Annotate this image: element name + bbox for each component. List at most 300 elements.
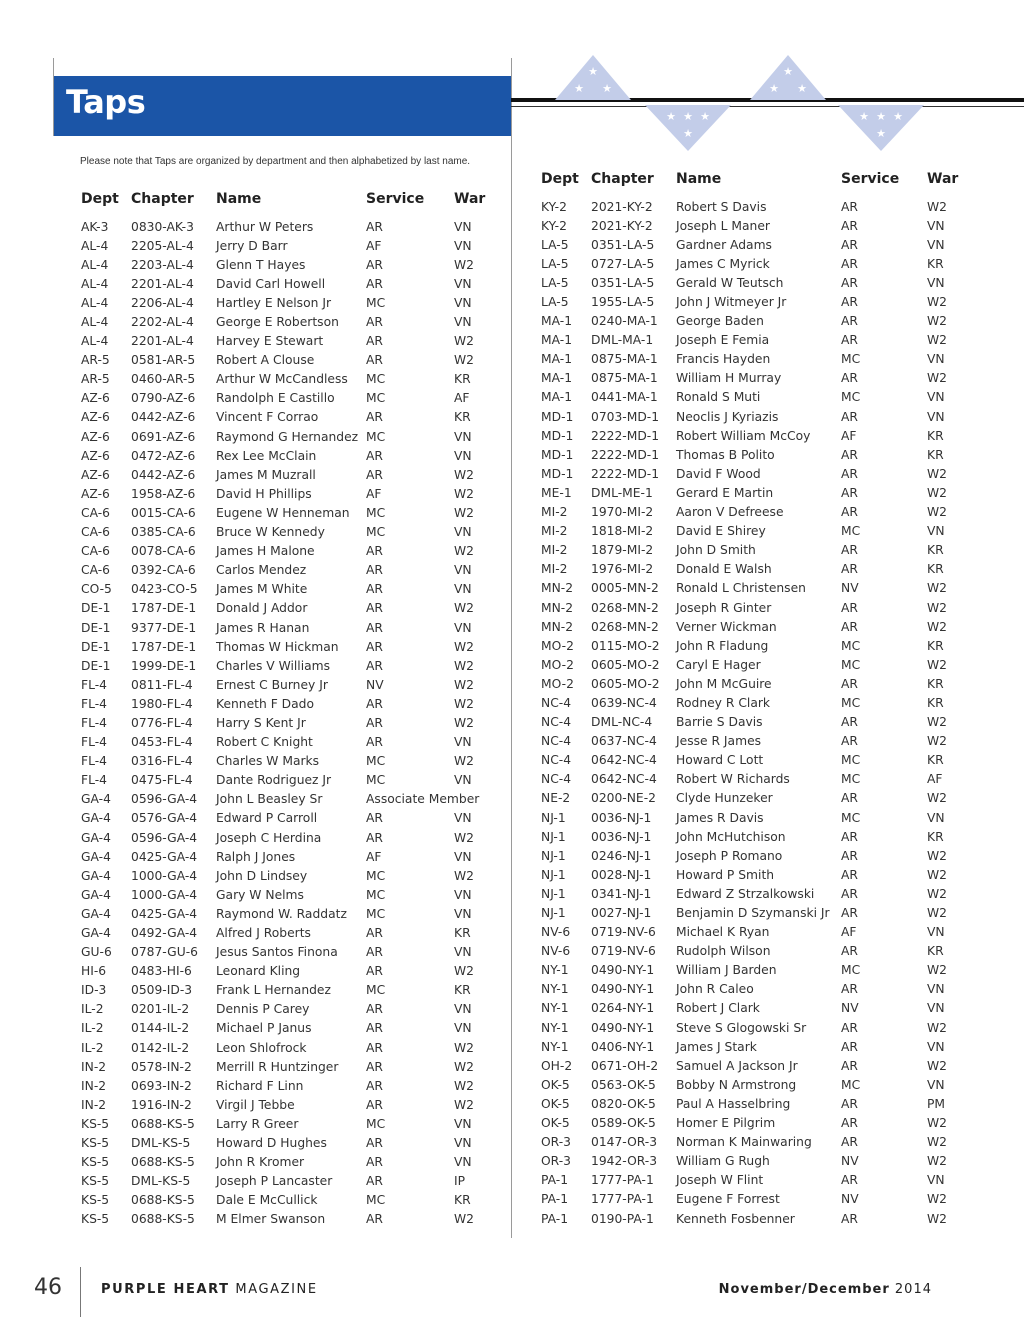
cell-service: AR <box>841 676 858 691</box>
cell-chapter: 0268-MN-2 <box>591 619 659 634</box>
table-row <box>541 407 1011 426</box>
cell-war: W2 <box>927 867 947 882</box>
cell-name: Raymond W. Raddatz <box>216 906 347 921</box>
cell-war: VN <box>927 218 945 233</box>
cell-name: David Carl Howell <box>216 276 326 291</box>
svg-text:★: ★ <box>700 110 710 123</box>
table-row <box>81 618 511 637</box>
cell-dept: AZ-6 <box>81 486 110 501</box>
cell-chapter: 0028-NJ-1 <box>591 867 652 882</box>
cell-name: Verner Wickman <box>676 619 777 634</box>
svg-text:★: ★ <box>783 65 793 78</box>
cell-chapter: 0240-MA-1 <box>591 314 658 329</box>
cell-service: NV <box>841 1192 859 1207</box>
cell-service: MC <box>366 429 386 444</box>
cell-service: AR <box>841 1211 858 1226</box>
cell-chapter: 1942-OR-3 <box>591 1154 658 1169</box>
cell-service: AR <box>366 811 383 826</box>
cell-name: William H Murray <box>676 371 782 386</box>
table-row <box>81 580 511 599</box>
cell-dept: PA-1 <box>541 1211 569 1226</box>
cell-name: Larry R Greer <box>216 1116 299 1131</box>
cell-name: Virgil J Tebbe <box>216 1097 295 1112</box>
cell-service: AR <box>366 315 383 330</box>
cell-name: Francis Hayden <box>676 352 771 367</box>
cell-dept: MI-2 <box>541 543 568 558</box>
cell-name: Neoclis J Kyriazis <box>676 409 779 424</box>
cell-dept: NC-4 <box>541 695 572 710</box>
cell-dept: KY-2 <box>541 199 567 214</box>
cell-dept: NJ-1 <box>541 906 566 921</box>
cell-name: Robert A Clouse <box>216 353 315 368</box>
cell-service: AR <box>841 1039 858 1054</box>
cell-name: Robert S Davis <box>676 199 767 214</box>
cell-dept: IN-2 <box>81 1059 107 1074</box>
cell-dept: FL-4 <box>81 677 107 692</box>
table-row <box>541 942 1011 961</box>
cell-chapter: DML-ME-1 <box>591 485 653 500</box>
cell-name: M Elmer Swanson <box>216 1212 326 1227</box>
cell-dept: MI-2 <box>541 524 568 539</box>
table-row <box>541 693 1011 712</box>
cell-war: VN <box>927 390 945 405</box>
cell-chapter: 0691-AZ-6 <box>131 429 196 444</box>
cell-war: W2 <box>454 1078 474 1093</box>
cell-dept: NC-4 <box>541 734 572 749</box>
cell-war: W2 <box>927 715 947 730</box>
cell-name: John D Lindsey <box>216 868 308 883</box>
cell-war: W2 <box>454 544 474 559</box>
cell-service: AR <box>841 333 858 348</box>
table-row <box>81 923 511 942</box>
cell-name: Robert J Clark <box>676 1001 760 1016</box>
cell-service: AF <box>366 486 382 501</box>
cell-chapter: 0442-AZ-6 <box>131 410 196 425</box>
cell-service: AR <box>841 944 858 959</box>
cell-name: Glenn T Hayes <box>216 257 306 272</box>
cell-service: AR <box>841 218 858 233</box>
cell-chapter: 1980-FL-4 <box>131 696 193 711</box>
table-row <box>541 674 1011 693</box>
cell-service: AR <box>841 886 858 901</box>
cell-dept: IL-2 <box>81 1002 104 1017</box>
cell-service: AR <box>366 1059 383 1074</box>
cell-name: Dante Rodriguez Jr <box>216 773 332 788</box>
table-row <box>81 733 511 752</box>
cell-chapter: 0078-CA-6 <box>131 544 196 559</box>
cell-chapter: 0316-FL-4 <box>131 754 193 769</box>
table-row <box>541 598 1011 617</box>
cell-service: AR <box>366 1136 383 1151</box>
cell-service: MC <box>366 1193 386 1208</box>
cell-chapter: 0036-NJ-1 <box>591 829 652 844</box>
cell-war: VN <box>927 352 945 367</box>
cell-war: W2 <box>927 1020 947 1035</box>
cell-chapter: DML-MA-1 <box>591 333 654 348</box>
cell-chapter: 0605-MO-2 <box>591 657 660 672</box>
table-row <box>541 483 1011 502</box>
cell-war: KR <box>927 944 944 959</box>
cell-name: John McHutchison <box>676 829 786 844</box>
table-row <box>541 903 1011 922</box>
cell-dept: MN-2 <box>541 619 574 634</box>
cell-service: AR <box>366 563 383 578</box>
table-row <box>81 809 511 828</box>
cell-name: Donald J Addor <box>216 601 308 616</box>
cell-war: KR <box>927 676 944 691</box>
cell-dept: OK-5 <box>541 1096 570 1111</box>
cell-war: W2 <box>927 1058 947 1073</box>
cell-service: AR <box>366 467 383 482</box>
cell-name: Steve S Glogowski Sr <box>676 1020 807 1035</box>
table-row <box>81 1191 511 1210</box>
cell-dept: MO-2 <box>541 657 574 672</box>
cell-chapter: 1958-AZ-6 <box>131 486 196 501</box>
cell-chapter: 0589-OK-5 <box>591 1116 656 1131</box>
cell-chapter: 0142-IL-2 <box>131 1040 190 1055</box>
cell-dept: DE-1 <box>81 620 111 635</box>
cell-chapter: 1000-GA-4 <box>131 887 198 902</box>
table-row <box>541 503 1011 522</box>
cell-service: AR <box>366 945 383 960</box>
cell-service: AR <box>366 1212 383 1227</box>
table-row <box>81 370 511 389</box>
cell-name: Joseph E Femia <box>676 333 770 348</box>
cell-name: Alfred J Roberts <box>216 926 311 941</box>
cell-war: VN <box>927 237 945 252</box>
cell-chapter: 0147-OR-3 <box>591 1135 658 1150</box>
cell-chapter: 0036-NJ-1 <box>591 810 652 825</box>
cell-name: Ronald S Muti <box>676 390 761 405</box>
cell-chapter: 0637-NC-4 <box>591 734 657 749</box>
cell-dept: HI-6 <box>81 964 107 979</box>
cell-service: AR <box>366 735 383 750</box>
cell-chapter: 0688-KS-5 <box>131 1155 195 1170</box>
cell-dept: CA-6 <box>81 525 110 540</box>
svg-text:★: ★ <box>859 110 869 123</box>
cell-service: AR <box>841 1020 858 1035</box>
table-row <box>81 465 511 484</box>
cell-name: Frank L Hernandez <box>216 983 331 998</box>
magazine-name-bold: PURPLE HEART <box>101 1282 230 1297</box>
cell-service: AF <box>366 238 382 253</box>
cell-dept: IL-2 <box>81 1021 104 1036</box>
cell-chapter: 2202-AL-4 <box>131 315 194 330</box>
cell-name: Bruce W Kennedy <box>216 525 325 540</box>
table-row <box>81 1038 511 1057</box>
cell-name: Joseph C Herdina <box>216 830 322 845</box>
cell-name: Donald E Walsh <box>676 562 772 577</box>
cell-chapter: 0787-GU-6 <box>131 945 198 960</box>
cell-dept: IL-2 <box>81 1040 104 1055</box>
cell-name: Dennis P Carey <box>216 1002 310 1017</box>
cell-chapter: 0385-CA-6 <box>131 525 196 540</box>
table-row <box>541 713 1011 732</box>
cell-service: MC <box>366 505 386 520</box>
cell-name: Leon Shlofrock <box>216 1040 307 1055</box>
cell-service: AR <box>366 1097 383 1112</box>
cell-service: MC <box>841 963 861 978</box>
cell-chapter: 0581-AR-5 <box>131 353 196 368</box>
cell-war: W2 <box>927 485 947 500</box>
cell-name: Gary W Nelms <box>216 887 304 902</box>
cell-war: W2 <box>454 677 474 692</box>
cell-chapter: 0811-FL-4 <box>131 677 193 692</box>
cell-dept: KS-5 <box>81 1136 110 1151</box>
cell-name: James R Hanan <box>216 620 310 635</box>
cell-war: VN <box>454 773 472 788</box>
table-header-row <box>541 171 1011 197</box>
table-row <box>81 656 511 675</box>
cell-name: James M White <box>216 582 308 597</box>
cell-chapter: 0776-FL-4 <box>131 715 193 730</box>
cell-dept: ID-3 <box>81 983 107 998</box>
cell-service: AR <box>366 1002 383 1017</box>
cell-war: W2 <box>927 886 947 901</box>
cell-war: KR <box>927 428 944 443</box>
cell-dept: MD-1 <box>541 447 574 462</box>
cell-name: John D Smith <box>676 543 756 558</box>
table-row <box>541 808 1011 827</box>
cell-name: Kenneth F Dado <box>216 696 315 711</box>
cell-chapter: 0790-AZ-6 <box>131 391 196 406</box>
cell-service: AR <box>366 276 383 291</box>
cell-dept: NE-2 <box>541 791 571 806</box>
col-header-chapter: Chapter <box>131 191 194 207</box>
cell-service: NV <box>366 677 384 692</box>
cell-chapter: 2205-AL-4 <box>131 238 194 253</box>
cell-war: VN <box>454 1021 472 1036</box>
cell-service: AR <box>841 295 858 310</box>
cell-chapter: 0423-CO-5 <box>131 582 198 597</box>
cell-dept: ME-1 <box>541 485 572 500</box>
cell-name: Edward Z Strzalkowski <box>676 886 815 901</box>
cell-service: AR <box>841 848 858 863</box>
title-bar <box>54 76 511 136</box>
table-row <box>81 771 511 790</box>
cell-service: MC <box>366 983 386 998</box>
table-row <box>541 1152 1011 1171</box>
cell-war: VN <box>454 849 472 864</box>
cell-war: W2 <box>454 1040 474 1055</box>
cell-dept: NY-1 <box>541 1020 569 1035</box>
cell-service: AR <box>841 447 858 462</box>
cell-name: Merrill R Huntzinger <box>216 1059 339 1074</box>
cell-service: AR <box>366 410 383 425</box>
table-row <box>541 369 1011 388</box>
cell-dept: IN-2 <box>81 1078 107 1093</box>
cell-chapter: 2201-AL-4 <box>131 334 194 349</box>
cell-service: AR <box>841 543 858 558</box>
col-header-service: Service <box>841 171 900 187</box>
cell-chapter: 1818-MI-2 <box>591 524 654 539</box>
table-row <box>81 255 511 274</box>
cell-service: AR <box>841 314 858 329</box>
cell-dept: LA-5 <box>541 256 569 271</box>
cell-war: W2 <box>927 1211 947 1226</box>
cell-service: MC <box>366 1116 386 1131</box>
table-row <box>541 426 1011 445</box>
cell-dept: AZ-6 <box>81 448 110 463</box>
table-row <box>541 732 1011 751</box>
cell-war: VN <box>927 925 945 940</box>
cell-war: AF <box>454 391 470 406</box>
cell-service: AR <box>366 715 383 730</box>
col-header-name: Name <box>676 171 722 187</box>
cell-war: VN <box>454 276 472 291</box>
cell-chapter: 1970-MI-2 <box>591 505 654 520</box>
table-row <box>81 943 511 962</box>
cell-service: MC <box>366 773 386 788</box>
issue-months: November/December <box>718 1282 890 1297</box>
cell-dept: NY-1 <box>541 982 569 997</box>
cell-name: Rodney R Clark <box>676 695 771 710</box>
cell-chapter: 0727-LA-5 <box>591 256 655 271</box>
table-row <box>81 236 511 255</box>
table-row <box>541 1075 1011 1094</box>
cell-chapter: 0490-NY-1 <box>591 1020 655 1035</box>
table-row <box>81 389 511 408</box>
table-row <box>81 1057 511 1076</box>
table-row <box>541 445 1011 464</box>
table-row <box>81 847 511 866</box>
cell-chapter: 0688-KS-5 <box>131 1193 195 1208</box>
cell-war: W2 <box>454 964 474 979</box>
page-number: 46 <box>34 1275 62 1300</box>
table-row <box>81 1134 511 1153</box>
cell-name: Hartley E Nelson Jr <box>216 295 332 310</box>
cell-chapter: 1777-PA-1 <box>591 1173 654 1188</box>
cell-name: Bobby N Armstrong <box>676 1077 797 1092</box>
cell-name: Samuel A Jackson Jr <box>676 1058 798 1073</box>
cell-dept: LA-5 <box>541 295 569 310</box>
cell-war: KR <box>927 638 944 653</box>
cell-dept: MD-1 <box>541 428 574 443</box>
cell-war: KR <box>454 926 471 941</box>
svg-text:★: ★ <box>588 65 598 78</box>
cell-name: Carlos Mendez <box>216 563 307 578</box>
table-row <box>541 770 1011 789</box>
cell-dept: OK-5 <box>541 1077 570 1092</box>
cell-chapter: 1787-DE-1 <box>131 639 197 654</box>
table-row <box>541 846 1011 865</box>
cell-chapter: 0264-NY-1 <box>591 1001 655 1016</box>
table-row <box>541 560 1011 579</box>
cell-war: W2 <box>927 791 947 806</box>
cell-war: KR <box>454 372 471 387</box>
cell-service: AR <box>841 199 858 214</box>
svg-text:★: ★ <box>683 127 693 140</box>
cell-dept: GA-4 <box>81 906 111 921</box>
col-header-service: Service <box>366 191 425 207</box>
table-row <box>81 293 511 312</box>
cell-name: Clyde Hunzeker <box>676 791 773 806</box>
cell-service: AF <box>366 849 382 864</box>
cell-name: Ronald L Christensen <box>676 581 806 596</box>
cell-war: KR <box>927 562 944 577</box>
cell-chapter: 2222-MD-1 <box>591 466 660 481</box>
cell-dept: MA-1 <box>541 352 573 367</box>
taps-note: Please note that Taps are organized by department and then alphabetized by last name. <box>80 156 471 167</box>
cell-dept: MA-1 <box>541 371 573 386</box>
table-body-right <box>541 197 1011 1228</box>
cell-war: VN <box>927 524 945 539</box>
cell-dept: NJ-1 <box>541 867 566 882</box>
table-row <box>541 235 1011 254</box>
cell-name: James J Stark <box>676 1039 757 1054</box>
table-row <box>541 923 1011 942</box>
cell-war: KR <box>454 410 471 425</box>
cell-war: VN <box>454 620 472 635</box>
cell-name: Gerald W Teutsch <box>676 275 784 290</box>
table-row <box>541 884 1011 903</box>
cell-name: Michael P Janus <box>216 1021 312 1036</box>
cell-chapter: 1955-LA-5 <box>591 295 655 310</box>
cell-dept: NJ-1 <box>541 886 566 901</box>
cell-service: AR <box>366 964 383 979</box>
cell-dept: NC-4 <box>541 772 572 787</box>
cell-dept: MA-1 <box>541 314 573 329</box>
cell-service: AR <box>841 1116 858 1131</box>
cell-chapter: 0642-NC-4 <box>591 772 657 787</box>
cell-war: W2 <box>454 1059 474 1074</box>
cell-dept: MD-1 <box>541 409 574 424</box>
cell-chapter: DML-KS-5 <box>131 1174 191 1189</box>
cell-war: W2 <box>927 314 947 329</box>
table-row <box>541 865 1011 884</box>
table-row <box>81 904 511 923</box>
svg-text:★: ★ <box>876 127 886 140</box>
cell-name: Kenneth Fosbenner <box>676 1211 795 1226</box>
cell-dept: AR-5 <box>81 353 110 368</box>
table-row <box>541 350 1011 369</box>
cell-war: VN <box>454 1002 472 1017</box>
cell-name: Arthur W McCandless <box>216 372 348 387</box>
cell-name: Joseph R Ginter <box>676 600 772 615</box>
cell-dept: NC-4 <box>541 715 572 730</box>
cell-chapter: 0190-PA-1 <box>591 1211 654 1226</box>
cell-chapter: 0490-NY-1 <box>591 982 655 997</box>
issue-year: 2014 <box>889 1282 932 1297</box>
cell-service: AR <box>841 256 858 271</box>
cell-name: Richard F Linn <box>216 1078 304 1093</box>
cell-service: AR <box>841 1058 858 1073</box>
table-row <box>541 1171 1011 1190</box>
cell-war: W2 <box>454 639 474 654</box>
cell-war: VN <box>927 1039 945 1054</box>
cell-dept: AZ-6 <box>81 467 110 482</box>
cell-dept: NC-4 <box>541 753 572 768</box>
cell-chapter: 0719-NV-6 <box>591 944 656 959</box>
cell-name: Ernest C Burney Jr <box>216 677 328 692</box>
cell-chapter: 2222-MD-1 <box>591 428 660 443</box>
table-row <box>541 617 1011 636</box>
cell-service: MC <box>841 1077 861 1092</box>
cell-dept: AR-5 <box>81 372 110 387</box>
cell-service: AR <box>841 715 858 730</box>
cell-name: Jerry D Barr <box>216 238 288 253</box>
table-row <box>81 637 511 656</box>
cell-name: William G Rugh <box>676 1154 770 1169</box>
cell-chapter: 0246-NJ-1 <box>591 848 652 863</box>
cell-war: VN <box>454 887 472 902</box>
cell-dept: MN-2 <box>541 600 574 615</box>
cell-service: MC <box>366 391 386 406</box>
cell-dept: MD-1 <box>541 466 574 481</box>
table-row <box>541 789 1011 808</box>
footer-divider <box>80 1267 81 1317</box>
cell-chapter: 0027-NJ-1 <box>591 906 652 921</box>
